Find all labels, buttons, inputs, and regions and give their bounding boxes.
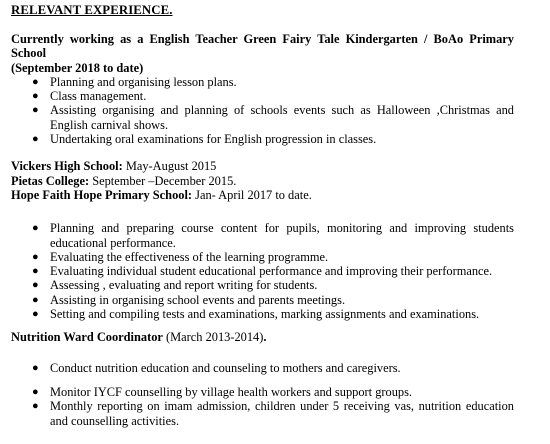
bullet-icon: ● — [32, 104, 39, 117]
list-item: ● Monthly reporting on imam admission, children under 5 receiving vas, nutrition education and counselling activities. — [32, 399, 514, 428]
bullet-icon: ● — [32, 279, 39, 292]
bullet-icon: ● — [32, 400, 39, 413]
list-item: ● Assessing , evaluating and report writing for students. — [32, 278, 318, 293]
bullet-icon: ● — [32, 133, 39, 146]
spacer — [11, 375, 514, 385]
resume-experience-section — [11, 0, 514, 428]
current-job-period: (September 2018 to date) — [11, 60, 144, 75]
bullet-icon: ● — [32, 385, 39, 398]
bullet-icon: ● — [32, 90, 39, 103]
school-entry: Vickers High School: May-August 2015 — [11, 159, 217, 174]
school-entry: Hope Faith Hope Primary School: Jan- April 2017 to date. — [11, 187, 312, 202]
schools-list — [11, 159, 514, 202]
bullet-icon: ● — [32, 293, 39, 306]
bullet-icon: ● — [32, 361, 39, 374]
list-item: ● Planning and organising lesson plans. — [32, 74, 237, 89]
bullet-icon: ● — [32, 222, 39, 235]
bullet-icon: ● — [32, 265, 39, 278]
current-job-title — [11, 32, 514, 75]
list-item: ● Evaluating the effectiveness of the learning programme. — [32, 249, 329, 264]
list-item: ● Undertaking oral examinations for English progression in classes. — [32, 132, 377, 147]
list-item: ● Class management. — [32, 89, 147, 104]
section-heading: RELEVANT EXPERIENCE. — [11, 3, 173, 17]
list-item: ● Assisting in organising school events and parents meetings. — [32, 292, 346, 307]
bullet-icon: ● — [32, 308, 39, 321]
list-item: ● Setting and compiling tests and examinations, marking assignments and examinations. — [32, 307, 480, 322]
bullet-icon: ● — [32, 250, 39, 263]
current-job-duties — [11, 75, 514, 146]
list-item: ● Assisting organising and planning of schools events such as Halloween ,Christmas and English carnival shows. — [32, 103, 514, 132]
nutrition-job-title: Nutrition Ward Coordinator (March 2013-2014). — [11, 330, 267, 345]
list-item: ● Planning and preparing course content for pupils, monitoring and improving students educational performance. — [32, 221, 514, 250]
school-entry: Pietas College: September –December 2015. — [11, 173, 237, 188]
teaching-duties — [11, 221, 514, 321]
current-job-title-line1: Currently working as a English Teacher Green Fairy Tale Kindergarten / BoAo Primary School — [11, 32, 514, 61]
list-item: ● Evaluating individual student educational performance and improving their performance. — [32, 264, 493, 279]
nutrition-duties — [11, 361, 514, 428]
list-item: ● Conduct nutrition education and counseling to mothers and caregivers. — [32, 360, 401, 375]
bullet-icon: ● — [32, 75, 39, 88]
list-item: ● Monitor IYCF counselling by village health workers and support groups. — [32, 384, 413, 399]
